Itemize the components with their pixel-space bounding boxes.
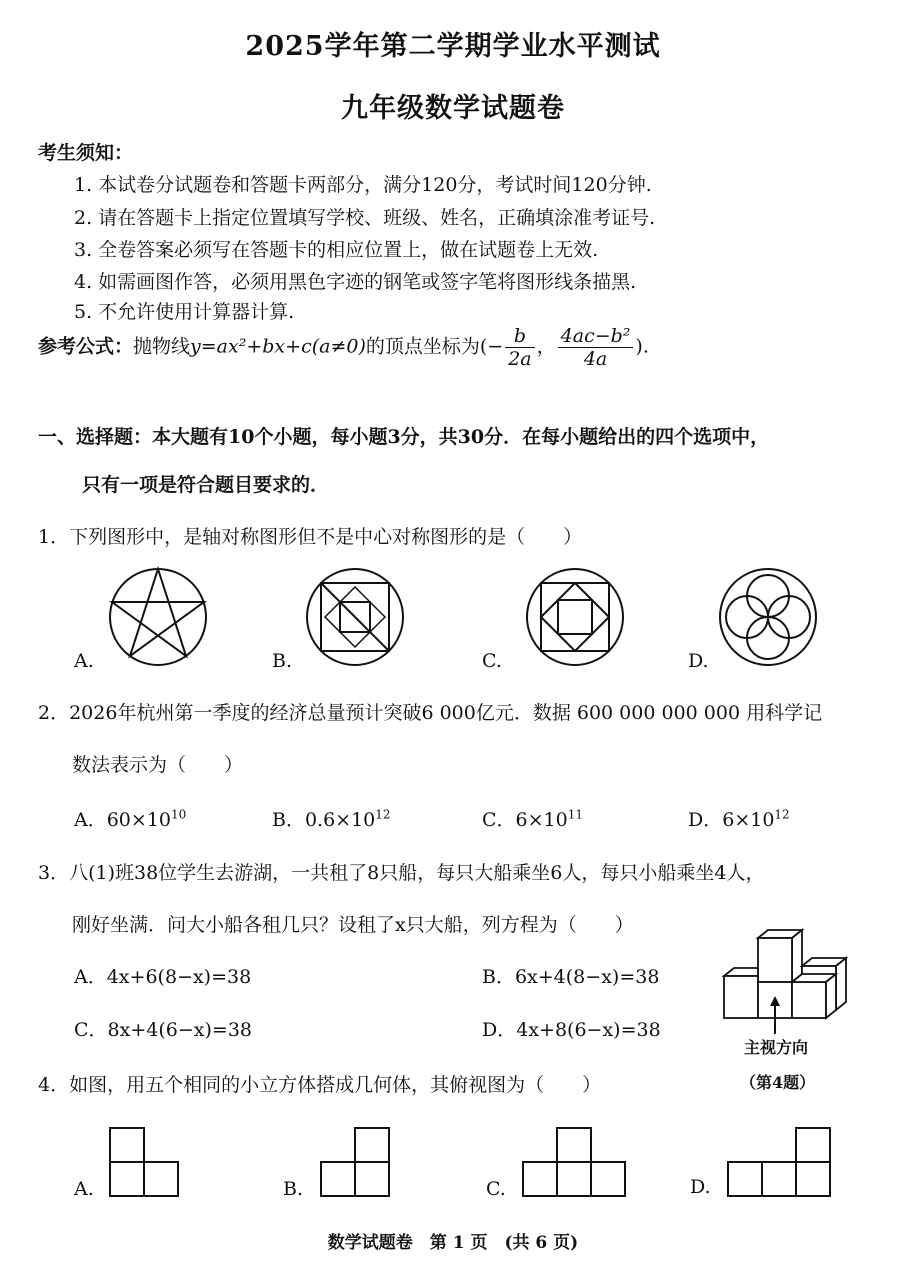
q1-figures	[0, 560, 906, 680]
exam-title: 2025学年第二学期学业水平测试	[245, 31, 661, 62]
frac1-den: 2a	[508, 348, 532, 370]
notice-item-3: 3. 全卷答案必须写在答题卡的相应位置上，做在试题卷上无效.	[74, 239, 599, 261]
q4-option-c[interactable]: C.	[486, 1178, 506, 1200]
q2-option-b-text: B．0.6×10	[272, 809, 376, 831]
q2-stem-line1: 2．2026年杭州第一季度的经济总量预计突破6 000亿元．数据 600 000 000 000 用科学记	[38, 702, 823, 724]
q1-option-b[interactable]: B.	[272, 650, 293, 672]
frac2-den: 4a	[583, 348, 608, 370]
q1-figure-b-squares-circle	[307, 569, 403, 665]
q2-stem-line2: 数法表示为（ ）	[72, 754, 244, 776]
formula-fraction-x	[505, 325, 534, 370]
q4-cube-figure	[718, 930, 868, 1040]
q1-option-a[interactable]: A.	[74, 650, 94, 672]
q1-figure-a-star-circle	[110, 569, 206, 665]
notice-item-4: 4. 如需画图作答，必须用黑色字迹的钢笔或签字笔将图形线条描黑.	[74, 271, 637, 293]
q3-option-c[interactable]: C．8x+4(6−x)=38	[74, 1019, 252, 1041]
q3-stem-line2: 刚好坐满．问大小船各租几只？设租了x只大船，列方程为（ ）	[72, 914, 634, 936]
q4-figure-a	[110, 1128, 178, 1196]
formula-suffix: 的顶点坐标为(−	[365, 335, 504, 358]
formula-label: 参考公式：	[38, 335, 134, 358]
notice-item-5: 5. 不允许使用计算器计算.	[74, 301, 295, 323]
q4-figure-c	[523, 1128, 625, 1196]
notice-heading: 考生须知：	[38, 142, 134, 164]
q2-option-a-exp: 10	[171, 807, 187, 822]
section-heading: 一、选择题：本大题有10个小题，每小题3分，共30分．在每小题给出的四个选项中，	[38, 426, 770, 448]
notice-item-2: 2. 请在答题卡上指定位置填写学校、班级、姓名，正确填涂准考证号.	[74, 207, 656, 229]
q2-option-d-exp: 12	[774, 807, 790, 822]
q3-option-d[interactable]: D．4x+8(6−x)=38	[482, 1019, 661, 1041]
q4-figure-caption: （第4题）	[740, 1073, 816, 1092]
q2-option-d-text: D．6×10	[688, 809, 775, 831]
q1-option-c[interactable]: C.	[482, 650, 502, 672]
q2-option-b-exp: 12	[375, 807, 391, 822]
q4-option-a[interactable]: A.	[74, 1178, 94, 1200]
q2-option-d[interactable]	[688, 805, 790, 832]
notice-item-1: 1. 本试卷分试题卷和答题卡两部分，满分120分，考试时间120分钟.	[74, 174, 652, 196]
reference-formula	[38, 325, 649, 381]
q4-stem: 4．如图，用五个相同的小立方体搭成几何体，其俯视图为（ ）	[38, 1074, 602, 1096]
section-heading-cont: 只有一项是符合题目要求的．	[82, 474, 330, 496]
q4-figure-b	[321, 1128, 389, 1196]
frac1-num: b	[505, 325, 534, 348]
exam-subtitle: 九年级数学试题卷	[341, 93, 565, 124]
formula-text: 抛物线	[133, 335, 191, 358]
page-footer: 数学试题卷 第 1 页 (共 6 页)	[327, 1233, 579, 1253]
q1-figure-c-nested-squares	[527, 569, 623, 665]
q3-option-a[interactable]: A．4x+6(8−x)=38	[74, 966, 252, 988]
q4-figure-d	[728, 1128, 830, 1196]
q2-option-b[interactable]	[272, 805, 391, 832]
q2-option-a[interactable]	[74, 805, 186, 832]
q2-option-c[interactable]	[482, 805, 583, 832]
q2-option-c-exp: 11	[567, 807, 584, 822]
q4-options-figures	[0, 1120, 906, 1210]
q1-figure-d-petals	[720, 569, 816, 665]
formula-fraction-y	[558, 325, 634, 370]
q2-option-a-text: A．60×10	[74, 809, 171, 831]
q1-option-d[interactable]: D.	[688, 650, 709, 672]
q2-option-c-text: C．6×10	[482, 809, 568, 831]
q3-option-b[interactable]: B．6x+4(8−x)=38	[482, 966, 660, 988]
formula-comma: ，	[536, 335, 556, 358]
formula-close: ).	[635, 335, 649, 358]
q3-stem-line1: 3．八(1)班38位学生去游湖，一共租了8只船，每只大船乘坐6人，每只小船乘坐4人，	[38, 862, 765, 884]
formula-expr: y=ax²+bx+c(a≠0)	[190, 335, 366, 358]
frac2-num: 4ac−b²	[558, 325, 634, 348]
q1-stem: 1．下列图形中，是轴对称图形但不是中心对称图形的是（ ）	[38, 526, 583, 548]
q4-option-b[interactable]: B.	[283, 1178, 304, 1200]
q4-option-d[interactable]: D.	[690, 1176, 711, 1198]
q4-figure-label: 主视方向	[744, 1038, 809, 1057]
